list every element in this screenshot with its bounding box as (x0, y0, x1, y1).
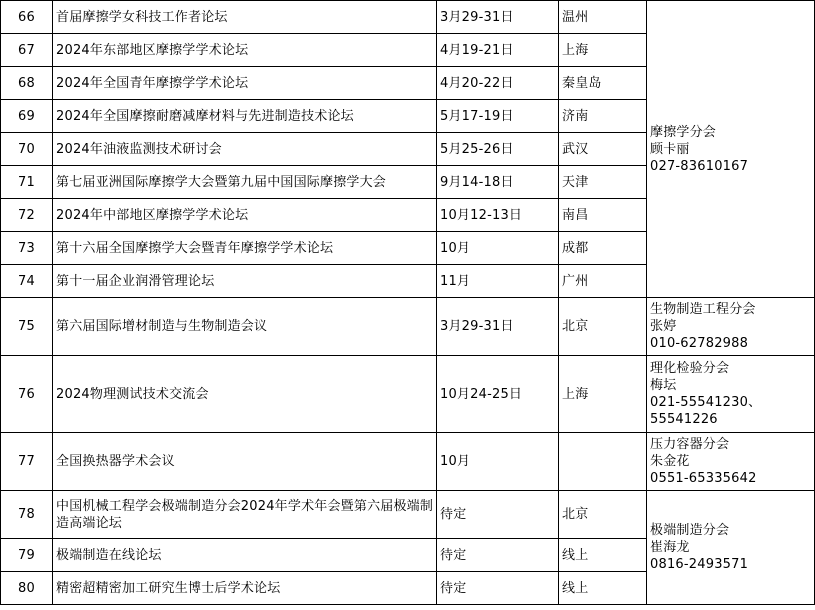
contact-pressure (647, 433, 815, 491)
conference-name: 第十一届企业润滑管理论坛 (53, 265, 437, 298)
contact-person: 朱金花 (650, 454, 690, 469)
contact-org: 压力容器分会 (650, 437, 730, 452)
contact-phone-secondary: 55541226 (650, 412, 718, 427)
conference-name: 2024年中部地区摩擦学学术论坛 (53, 199, 437, 232)
row-number: 68 (1, 67, 53, 100)
conference-name: 第七届亚洲国际摩擦学大会暨第九届中国国际摩擦学大会 (53, 166, 437, 199)
contact-phone: 027-83610167 (650, 158, 749, 174)
row-number: 77 (1, 433, 53, 491)
row-number: 72 (1, 199, 53, 232)
contact-org: 极端制造分会 (650, 523, 730, 538)
table-row (1, 356, 815, 433)
row-number: 76 (1, 356, 53, 433)
conference-place: 武汉 (559, 133, 647, 166)
table-row (1, 298, 815, 356)
conference-place: 温州 (559, 1, 647, 34)
conference-date: 10月 (437, 433, 559, 491)
conference-name: 2024年东部地区摩擦学学术论坛 (53, 34, 437, 67)
table-row (1, 433, 815, 491)
contact-tribology (647, 1, 815, 298)
conference-date: 4月19-21日 (437, 34, 559, 67)
contact-physical (647, 356, 815, 433)
conference-place: 上海 (559, 34, 647, 67)
contact-org: 摩擦学分会 (650, 124, 717, 140)
conference-place: 北京 (559, 298, 647, 356)
conference-name: 2024年全国青年摩擦学学术论坛 (53, 67, 437, 100)
contact-phone: 0551-65335642 (650, 471, 757, 486)
conference-place: 广州 (559, 265, 647, 298)
contact-org: 生物制造工程分会 (650, 302, 756, 317)
contact-person: 崔海龙 (650, 540, 690, 555)
conference-name: 全国换热器学术会议 (53, 433, 437, 491)
conference-date: 5月17-19日 (437, 100, 559, 133)
conference-place: 天津 (559, 166, 647, 199)
row-number: 74 (1, 265, 53, 298)
row-number: 70 (1, 133, 53, 166)
conference-date: 4月20-22日 (437, 67, 559, 100)
conference-name: 2024年全国摩擦耐磨减摩材料与先进制造技术论坛 (53, 100, 437, 133)
row-number: 80 (1, 572, 53, 605)
conference-place: 成都 (559, 232, 647, 265)
conference-date: 待定 (437, 491, 559, 539)
conference-place: 上海 (559, 356, 647, 433)
row-number: 75 (1, 298, 53, 356)
conference-date: 10月24-25日 (437, 356, 559, 433)
table-row (1, 1, 815, 34)
contact-extreme (647, 491, 815, 605)
row-number: 69 (1, 100, 53, 133)
conference-date: 10月12-13日 (437, 199, 559, 232)
row-number: 67 (1, 34, 53, 67)
conference-place (559, 433, 647, 491)
conference-place: 南昌 (559, 199, 647, 232)
conference-name: 中国机械工程学会极端制造分会2024年学术年会暨第六届极端制造高端论坛 (53, 491, 437, 539)
row-number: 71 (1, 166, 53, 199)
row-number: 78 (1, 491, 53, 539)
conference-name: 精密超精密加工研究生博士后学术论坛 (53, 572, 437, 605)
conference-name: 第六届国际增材制造与生物制造会议 (53, 298, 437, 356)
contact-phone: 0816-2493571 (650, 557, 749, 572)
conference-place: 北京 (559, 491, 647, 539)
conference-name: 首届摩擦学女科技工作者论坛 (53, 1, 437, 34)
conference-date: 11月 (437, 265, 559, 298)
conference-date: 3月29-31日 (437, 1, 559, 34)
conference-place: 线上 (559, 572, 647, 605)
contact-person: 张婷 (650, 319, 677, 334)
conference-date: 9月14-18日 (437, 166, 559, 199)
row-number: 79 (1, 539, 53, 572)
contact-phone: 010-62782988 (650, 336, 749, 351)
conference-place: 线上 (559, 539, 647, 572)
conference-date: 5月25-26日 (437, 133, 559, 166)
conference-name: 2024物理测试技术交流会 (53, 356, 437, 433)
conference-date: 10月 (437, 232, 559, 265)
row-number: 73 (1, 232, 53, 265)
conference-place: 济南 (559, 100, 647, 133)
contact-biomfg (647, 298, 815, 356)
conference-name: 2024年油液监测技术研讨会 (53, 133, 437, 166)
conference-date: 待定 (437, 572, 559, 605)
contact-org: 理化检验分会 (650, 361, 730, 376)
contact-phone: 021-55541230、 (650, 395, 762, 410)
conference-date: 待定 (437, 539, 559, 572)
row-number: 66 (1, 1, 53, 34)
conference-place: 秦皇岛 (559, 67, 647, 100)
table-row (1, 491, 815, 539)
conference-name: 第十六届全国摩擦学大会暨青年摩擦学学术论坛 (53, 232, 437, 265)
contact-person: 顾卡丽 (650, 141, 690, 157)
conference-date: 3月29-31日 (437, 298, 559, 356)
conference-name: 极端制造在线论坛 (53, 539, 437, 572)
contact-person: 梅坛 (650, 378, 677, 393)
